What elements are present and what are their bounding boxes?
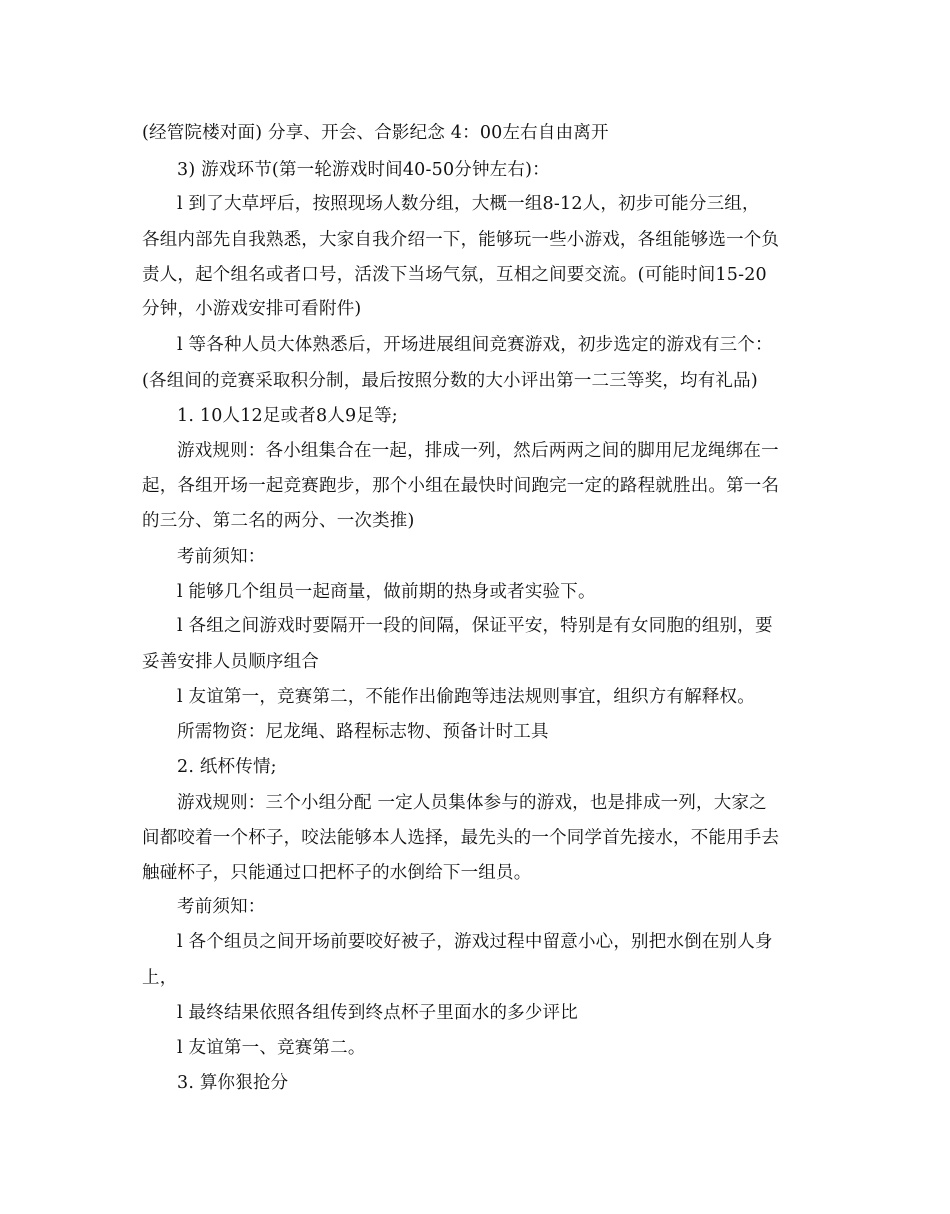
text-line: (各组间的竞赛采取积分制，最后按照分数的大小评出第一二三等奖，均有礼品) [142,371,758,391]
text-line: 所需物资：尼龙绳、路程标志物、预备计时工具 [177,722,549,742]
list-item-heading: 1. 10人12足或者8人9足等; [177,406,398,426]
text-line: 妥善安排人员顺序组合 [142,652,319,672]
bullet-line: l 友谊第一、竞赛第二。 [177,1038,366,1058]
bullet-line: l 各组之间游戏时要隔开一段的间隔，保证平安，特别是有女同胞的组别，要 [177,616,773,636]
bullet-line: l 等各种人员大体熟悉后，开场进展组间竞赛游戏，初步选定的游戏有三个： [177,335,773,355]
text-line: 责人，起个组名或者口号，活泼下当场气氛，互相之间要交流。(可能时间15-20 [142,265,767,285]
bullet-line: l 能够几个组员一起商量，做前期的热身或者实验下。 [177,582,596,602]
bullet-line: l 友谊第一，竞赛第二，不能作出偷跑等违法规则事宜，组织方有解释权。 [177,687,755,707]
text-line: 考前须知： [177,547,266,567]
bullet-line: l 最终结果依照各组传到终点杯子里面水的多少评比 [177,1003,578,1023]
text-line: 间都咬着一个杯子，咬法能够本人选择，最先头的一个同学首先接水，不能用手去 [142,828,780,848]
text-line: 上， [142,968,178,988]
text-line: 游戏规则：三个小组分配 一定人员集体参与的游戏，也是排成一列，大家之 [177,793,767,813]
text-line: 游戏规则：各小组集合在一起，排成一列，然后两两之间的脚用尼龙绳绑在一 [177,441,779,461]
text-line: 考前须知： [177,897,266,917]
text-line: 各组内部先自我熟悉，大家自我介绍一下，能够玩一些小游戏，各组能够选一个负 [142,230,780,250]
section-heading: 3) 游戏环节(第一轮游戏时间40-50分钟左右)： [177,160,550,180]
list-item-heading: 2. 纸杯传情; [177,757,277,777]
bullet-line: l 各个组员之间开场前要咬好被子，游戏过程中留意小心，别把水倒在别人身 [177,932,773,952]
text-line: 的三分、第二名的两分、一次类推) [142,511,415,531]
list-item-heading: 3. 算你狠抢分 [177,1073,289,1093]
text-line: 触碰杯子，只能通过口把杯子的水倒给下一组员。 [142,863,532,883]
text-line: 分钟，小游戏安排可看附件) [142,299,362,319]
text-line: 起，各组开场一起竞赛跑步，那个小组在最快时间跑完一定的路程就胜出。第一名 [142,476,780,496]
text-line: (经管院楼对面) 分享、开会、合影纪念 4：00左右自由离开 [142,123,609,143]
bullet-line: l 到了大草坪后，按照现场人数分组，大概一组8-12人，初步可能分三组， [177,194,760,214]
